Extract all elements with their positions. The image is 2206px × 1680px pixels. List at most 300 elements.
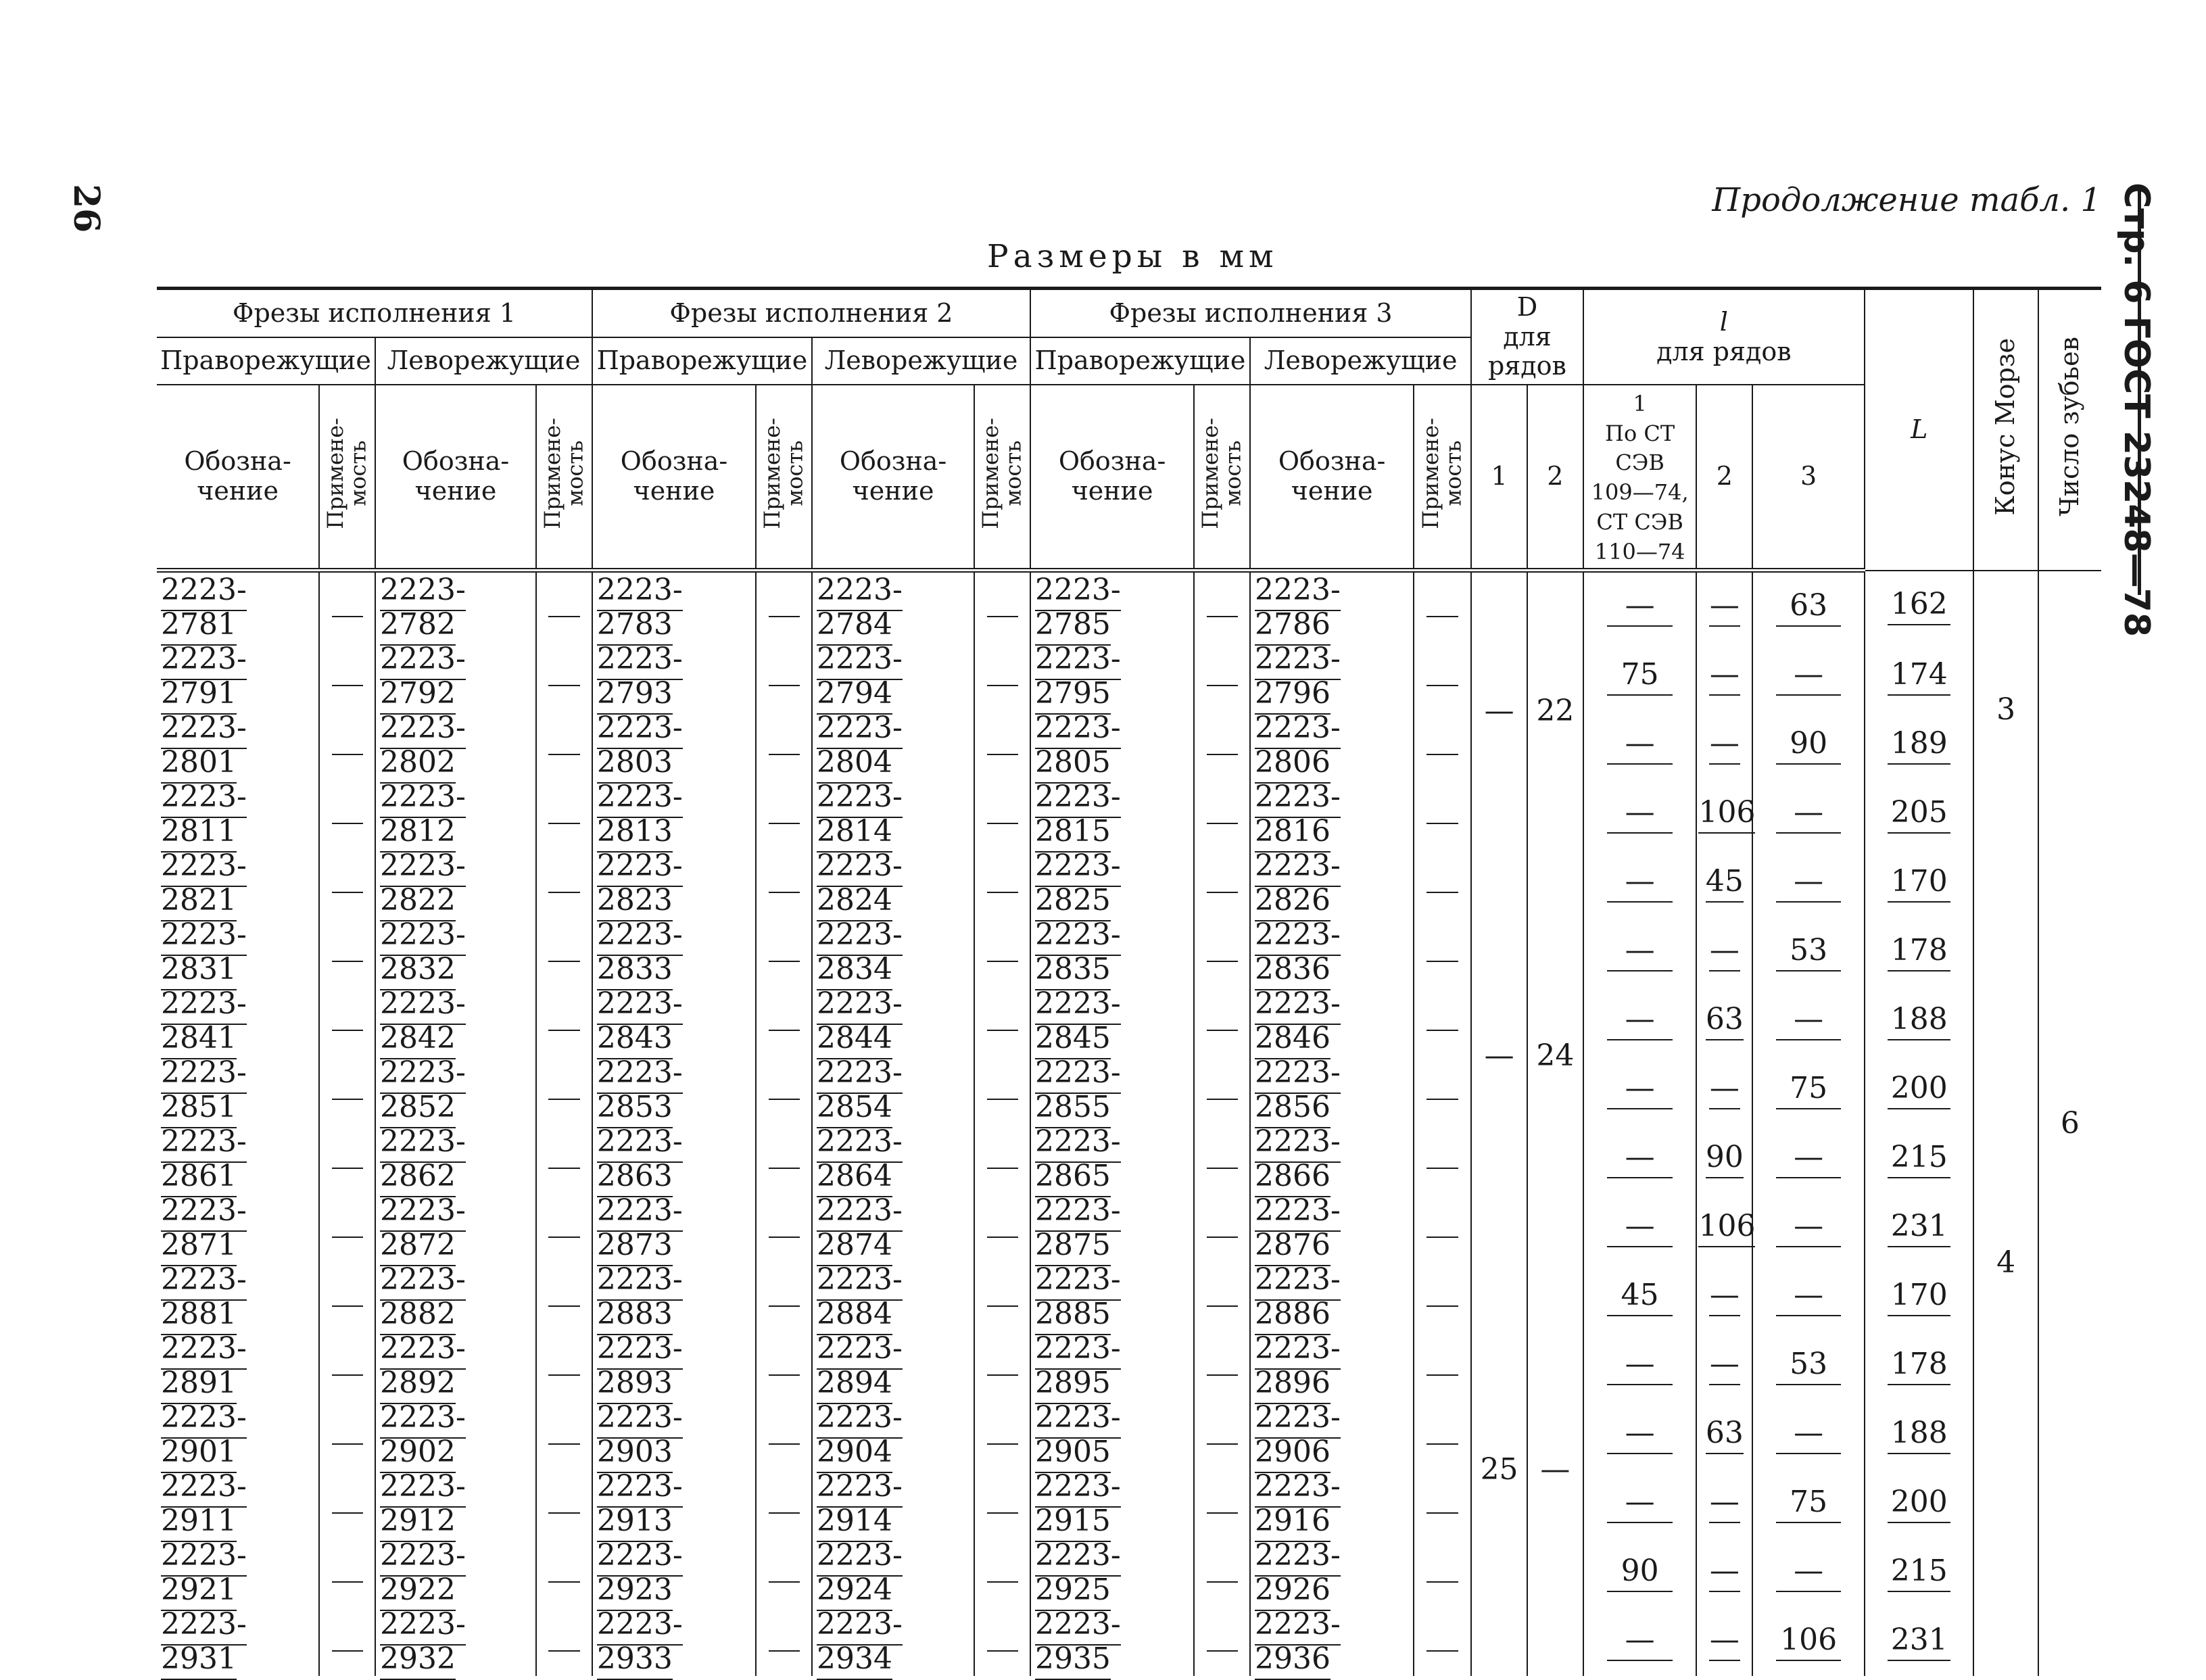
designation-cell — [1030, 986, 1194, 1055]
designation-value: 2223-2856 — [1255, 1055, 1341, 1128]
designation-cell — [157, 848, 319, 917]
designation-cell — [1250, 1607, 1414, 1676]
applicability-cell — [1194, 986, 1250, 1055]
applicability-underline — [769, 1372, 800, 1376]
designation-cell — [1030, 711, 1194, 779]
applicability-cell — [536, 711, 592, 779]
designation-value: 2223-2803 — [597, 711, 683, 784]
diameter-row-2-cell: 24 — [1527, 848, 1583, 1262]
applicability-underline — [1207, 1579, 1238, 1583]
working-length-l1-cell — [1583, 1124, 1697, 1193]
length-value: 231 — [1888, 1623, 1950, 1661]
applicability-underline — [987, 751, 1018, 755]
applicability-cell — [974, 779, 1030, 848]
working-length-l2-cell — [1696, 711, 1752, 779]
designation-cell — [592, 1055, 756, 1124]
length-value: 162 — [1888, 587, 1950, 625]
working-length-l1-cell — [1583, 779, 1697, 848]
applicability-cell — [1194, 571, 1250, 642]
continuation-title: Продолжение табл. 1 — [1712, 181, 2101, 219]
applicability-cell — [1194, 917, 1250, 986]
designation-cell — [375, 1400, 536, 1469]
header-length — [1865, 289, 1974, 571]
applicability-cell — [756, 1331, 812, 1400]
diameter-row-1-cell: — — [1471, 571, 1527, 849]
working-length-value: — — [1776, 795, 1841, 834]
working-length-value: — — [1607, 726, 1673, 765]
working-length-l2-cell — [1696, 1124, 1752, 1193]
length-value: 170 — [1888, 1278, 1950, 1316]
designation-value: 2223-2865 — [1035, 1124, 1121, 1197]
working-length-l2-cell — [1696, 917, 1752, 986]
applicability-underline — [1207, 889, 1238, 893]
length-value: 231 — [1888, 1209, 1950, 1247]
working-length-value: — — [1607, 1347, 1673, 1385]
applicability-underline — [769, 613, 800, 617]
working-length-value: — — [1776, 657, 1841, 696]
applicability-cell — [974, 1607, 1030, 1676]
applicability-cell — [756, 779, 812, 848]
applicability-underline — [1426, 1441, 1458, 1445]
designation-value: 2223-2935 — [1035, 1607, 1121, 1680]
applicability-underline — [769, 820, 800, 824]
designation-cell — [375, 571, 536, 642]
length-value: 188 — [1888, 1002, 1950, 1040]
designation-value: 2223-2851 — [161, 1055, 247, 1128]
applicability-cell — [536, 1331, 592, 1400]
working-length-l3-cell — [1752, 1400, 1865, 1469]
designation-cell — [592, 642, 756, 711]
applicability-cell — [1414, 917, 1471, 986]
applicability-underline — [332, 1648, 363, 1652]
applicability-underline — [769, 1096, 800, 1100]
header-l-row-1 — [1583, 385, 1697, 571]
header-designation-text: Обозна- чение — [184, 446, 291, 506]
applicability-cell — [756, 917, 812, 986]
designation-value: 2223-2784 — [817, 573, 903, 646]
header-right-cutting-3: Праворежущие — [1030, 337, 1250, 385]
header-applicability — [1414, 385, 1471, 571]
morse-cone-cell: 3 — [1973, 571, 2038, 849]
cutters-table — [157, 287, 2101, 1676]
applicability-cell — [756, 1469, 812, 1538]
working-length-value: — — [1607, 1002, 1673, 1040]
working-length-value: — — [1607, 588, 1673, 627]
designation-value: 2223-2873 — [597, 1193, 683, 1266]
designation-value: 2223-2822 — [380, 848, 466, 921]
applicability-underline — [332, 613, 363, 617]
designation-cell — [812, 1262, 974, 1331]
designation-value: 2223-2861 — [161, 1124, 247, 1197]
header-morse-cone — [1973, 289, 2038, 571]
designation-cell — [1030, 1607, 1194, 1676]
applicability-cell — [1414, 779, 1471, 848]
designation-value: 2223-2915 — [1035, 1469, 1121, 1542]
working-length-value: 63 — [1706, 1002, 1744, 1040]
applicability-underline — [1207, 1027, 1238, 1031]
working-length-value: 63 — [1776, 588, 1841, 627]
working-length-value: — — [1607, 1485, 1673, 1523]
designation-value: 2223-2783 — [597, 573, 683, 646]
applicability-underline — [1426, 751, 1458, 755]
table-row — [157, 1262, 2101, 1331]
working-length-l1-cell — [1583, 711, 1697, 779]
applicability-cell — [974, 848, 1030, 917]
applicability-underline — [332, 820, 363, 824]
working-length-value: 106 — [1776, 1623, 1841, 1661]
designation-cell — [592, 1193, 756, 1262]
applicability-cell — [756, 711, 812, 779]
applicability-underline — [769, 1579, 800, 1583]
applicability-cell — [756, 571, 812, 642]
applicability-cell — [756, 1400, 812, 1469]
designation-cell — [1030, 779, 1194, 848]
header-applicability-text: Примене- мость — [539, 417, 588, 529]
designation-value: 2223-2886 — [1255, 1262, 1341, 1335]
working-length-value: 75 — [1607, 657, 1673, 696]
applicability-underline — [1207, 1510, 1238, 1514]
designation-cell — [375, 848, 536, 917]
applicability-underline — [332, 958, 363, 962]
designation-value: 2223-2921 — [161, 1538, 247, 1611]
applicability-cell — [1414, 1469, 1471, 1538]
applicability-cell — [974, 1400, 1030, 1469]
designation-cell — [1030, 1124, 1194, 1193]
designation-value: 2223-2814 — [817, 779, 903, 853]
designation-cell — [157, 1193, 319, 1262]
working-length-value: 90 — [1706, 1140, 1744, 1178]
designation-cell — [592, 571, 756, 642]
designation-cell — [592, 848, 756, 917]
working-length-l3-cell — [1752, 1193, 1865, 1262]
working-length-value: — — [1607, 864, 1673, 903]
applicability-underline — [332, 1510, 363, 1514]
designation-value: 2223-2923 — [597, 1538, 683, 1611]
working-length-l2-cell — [1696, 848, 1752, 917]
header-applicability-text: Примене- мость — [1197, 417, 1246, 529]
applicability-cell — [1414, 848, 1471, 917]
designation-cell — [592, 1538, 756, 1607]
designation-value: 2223-2813 — [597, 779, 683, 853]
header-group-1: Фрезы исполнения 1 — [157, 289, 592, 337]
designation-cell — [592, 1607, 756, 1676]
applicability-underline — [548, 1234, 579, 1238]
designation-cell — [375, 1538, 536, 1607]
length-cell — [1865, 917, 1974, 986]
table-row — [157, 848, 2101, 917]
designation-cell — [157, 1124, 319, 1193]
working-length-l1-cell — [1583, 1262, 1697, 1331]
working-length-value: — — [1709, 1485, 1740, 1523]
applicability-cell — [756, 1124, 812, 1193]
designation-cell — [1250, 571, 1414, 642]
applicability-cell — [1194, 1331, 1250, 1400]
applicability-underline — [332, 1372, 363, 1376]
applicability-underline — [987, 1579, 1018, 1583]
designation-value: 2223-2834 — [817, 917, 903, 990]
header-l-row-1-text: 1 По СТ СЭВ 109—74, СТ СЭВ 110—74 — [1591, 391, 1689, 565]
applicability-underline — [548, 682, 579, 686]
header-designation — [592, 385, 756, 571]
length-value: 170 — [1888, 864, 1950, 903]
working-length-value: — — [1776, 1209, 1841, 1247]
applicability-underline — [548, 958, 579, 962]
length-value: 205 — [1888, 795, 1950, 834]
applicability-cell — [319, 1262, 375, 1331]
working-length-value: — — [1709, 726, 1740, 765]
working-length-l3-cell — [1752, 571, 1865, 642]
working-length-value: 106 — [1698, 795, 1755, 834]
designation-value: 2223-2824 — [817, 848, 903, 921]
header-l-rows — [1583, 289, 1865, 385]
applicability-cell — [1414, 1055, 1471, 1124]
designation-value: 2223-2905 — [1035, 1400, 1121, 1473]
working-length-l3-cell — [1752, 986, 1865, 1055]
applicability-cell — [536, 779, 592, 848]
header-left-cutting-2: Леворежущие — [812, 337, 1030, 385]
designation-cell — [592, 1331, 756, 1400]
applicability-underline — [1426, 613, 1458, 617]
applicability-cell — [1414, 642, 1471, 711]
header-group-3: Фрезы исполнения 3 — [1030, 289, 1471, 337]
designation-cell — [812, 1193, 974, 1262]
designation-value: 2223-2781 — [161, 573, 247, 646]
applicability-underline — [769, 751, 800, 755]
length-cell — [1865, 1124, 1974, 1193]
designation-value: 2223-2842 — [380, 986, 466, 1059]
header-applicability-text: Примене- мость — [759, 417, 808, 529]
table-row — [157, 571, 2101, 642]
applicability-cell — [1414, 711, 1471, 779]
designation-value: 2223-2845 — [1035, 986, 1121, 1059]
applicability-underline — [1207, 1165, 1238, 1169]
applicability-underline — [987, 613, 1018, 617]
designation-cell — [592, 986, 756, 1055]
applicability-underline — [332, 889, 363, 893]
table-body — [157, 571, 2101, 1677]
applicability-underline — [769, 1303, 800, 1307]
applicability-cell — [974, 1331, 1030, 1400]
designation-value: 2223-2871 — [161, 1193, 247, 1266]
designation-value: 2223-2885 — [1035, 1262, 1121, 1335]
length-cell — [1865, 1262, 1974, 1331]
length-value: 200 — [1888, 1071, 1950, 1109]
working-length-value: — — [1709, 1554, 1740, 1592]
designation-cell — [812, 1400, 974, 1469]
designation-cell — [1250, 1469, 1414, 1538]
table-row — [157, 1400, 2101, 1469]
header-right-cutting-1: Праворежущие — [157, 337, 375, 385]
applicability-cell — [319, 1124, 375, 1193]
designation-cell — [157, 711, 319, 779]
applicability-underline — [332, 1303, 363, 1307]
working-length-l2-cell — [1696, 1538, 1752, 1607]
diameter-row-2-cell: — — [1527, 1262, 1583, 1676]
applicability-underline — [769, 1648, 800, 1652]
designation-value: 2223-2891 — [161, 1331, 247, 1404]
designation-value: 2223-2844 — [817, 986, 903, 1059]
working-length-l2-cell — [1696, 1469, 1752, 1538]
designation-cell — [157, 571, 319, 642]
applicability-cell — [536, 1124, 592, 1193]
applicability-cell — [536, 986, 592, 1055]
designation-value: 2223-2791 — [161, 642, 247, 715]
designation-cell — [1250, 1055, 1414, 1124]
designation-value: 2223-2875 — [1035, 1193, 1121, 1266]
designation-cell — [157, 1607, 319, 1676]
applicability-cell — [319, 1469, 375, 1538]
designation-value: 2223-2894 — [817, 1331, 903, 1404]
applicability-underline — [548, 613, 579, 617]
working-length-l3-cell — [1752, 848, 1865, 917]
designation-cell — [375, 917, 536, 986]
applicability-cell — [1414, 1331, 1471, 1400]
designation-value: 2223-2805 — [1035, 711, 1121, 784]
designation-cell — [1030, 571, 1194, 642]
applicability-underline — [548, 1027, 579, 1031]
length-value: 200 — [1888, 1485, 1950, 1523]
designation-value: 2223-2833 — [597, 917, 683, 990]
applicability-underline — [1207, 958, 1238, 962]
applicability-underline — [1426, 682, 1458, 686]
working-length-value: 45 — [1706, 864, 1744, 903]
applicability-underline — [1207, 751, 1238, 755]
length-cell — [1865, 848, 1974, 917]
applicability-underline — [987, 958, 1018, 962]
working-length-value: 63 — [1706, 1416, 1744, 1454]
designation-value: 2223-2881 — [161, 1262, 247, 1335]
designation-cell — [157, 779, 319, 848]
designation-cell — [157, 917, 319, 986]
designation-value: 2223-2914 — [817, 1469, 903, 1542]
applicability-cell — [1194, 1400, 1250, 1469]
header-designation-text: Обозна- чение — [1058, 446, 1166, 506]
header-d-row-2: 2 — [1527, 385, 1583, 571]
designation-cell — [812, 642, 974, 711]
working-length-value: — — [1709, 1278, 1740, 1316]
designation-value: 2223-2853 — [597, 1055, 683, 1128]
applicability-underline — [769, 1510, 800, 1514]
designation-value: 2223-2835 — [1035, 917, 1121, 990]
applicability-underline — [548, 1648, 579, 1652]
header-designation — [157, 385, 319, 571]
applicability-cell — [1414, 1607, 1471, 1676]
designation-cell — [812, 986, 974, 1055]
working-length-value: — — [1607, 1416, 1673, 1454]
header-designation — [1250, 385, 1414, 571]
applicability-cell — [756, 1055, 812, 1124]
designation-cell — [812, 1055, 974, 1124]
designation-cell — [812, 917, 974, 986]
working-length-l2-cell — [1696, 571, 1752, 642]
designation-value: 2223-2841 — [161, 986, 247, 1059]
designation-value: 2223-2932 — [380, 1607, 466, 1680]
header-left-cutting-3: Леворежущие — [1250, 337, 1471, 385]
working-length-l1-cell — [1583, 571, 1697, 642]
designation-cell — [375, 1055, 536, 1124]
applicability-underline — [1207, 1441, 1238, 1445]
working-length-l3-cell — [1752, 1055, 1865, 1124]
working-length-value: — — [1776, 1554, 1841, 1592]
designation-value: 2223-2786 — [1255, 573, 1341, 646]
designation-value: 2223-2901 — [161, 1400, 247, 1473]
designation-value: 2223-2811 — [161, 779, 247, 853]
designation-value: 2223-2794 — [817, 642, 903, 715]
designation-cell — [1030, 1055, 1194, 1124]
applicability-cell — [756, 642, 812, 711]
applicability-underline — [987, 820, 1018, 824]
designation-value: 2223-2904 — [817, 1400, 903, 1473]
designation-cell — [375, 1331, 536, 1400]
designation-cell — [157, 1469, 319, 1538]
working-length-value: — — [1607, 933, 1673, 971]
designation-cell — [1250, 711, 1414, 779]
designation-value: 2223-2863 — [597, 1124, 683, 1197]
applicability-cell — [1194, 711, 1250, 779]
designation-value: 2223-2836 — [1255, 917, 1341, 990]
applicability-underline — [987, 1165, 1018, 1169]
designation-cell — [592, 779, 756, 848]
designation-value: 2223-2874 — [817, 1193, 903, 1266]
applicability-underline — [1207, 1234, 1238, 1238]
header-l-row-2: 2 — [1696, 385, 1752, 571]
applicability-cell — [319, 779, 375, 848]
designation-value: 2223-2785 — [1035, 573, 1121, 646]
applicability-underline — [769, 1234, 800, 1238]
applicability-cell — [974, 711, 1030, 779]
header-length-text: L — [1911, 414, 1928, 444]
designation-cell — [592, 1124, 756, 1193]
designation-value: 2223-2821 — [161, 848, 247, 921]
working-length-l2-cell — [1696, 1262, 1752, 1331]
applicability-underline — [1426, 1303, 1458, 1307]
applicability-underline — [1426, 1372, 1458, 1376]
working-length-l2-cell — [1696, 779, 1756, 848]
designation-cell — [1250, 1400, 1414, 1469]
working-length-l1-cell — [1583, 1331, 1697, 1400]
designation-cell — [375, 642, 536, 711]
applicability-cell — [974, 1124, 1030, 1193]
header-teeth-count — [2038, 289, 2101, 571]
applicability-underline — [1426, 1027, 1458, 1031]
designation-cell — [812, 1538, 974, 1607]
header-applicability — [974, 385, 1030, 571]
header-applicability-text: Примене- мость — [977, 417, 1026, 529]
designation-cell — [812, 779, 974, 848]
designation-cell — [1250, 917, 1414, 986]
applicability-cell — [536, 848, 592, 917]
working-length-value: 45 — [1607, 1278, 1673, 1316]
applicability-cell — [1194, 1607, 1250, 1676]
header-morse-cone-text: Конус Морзе — [1990, 337, 2021, 516]
working-length-l3-cell — [1752, 917, 1865, 986]
designation-cell — [592, 1400, 756, 1469]
designation-cell — [375, 1607, 536, 1676]
applicability-cell — [319, 1400, 375, 1469]
applicability-cell — [756, 1193, 812, 1262]
working-length-l3-cell — [1752, 1538, 1865, 1607]
applicability-cell — [756, 1607, 812, 1676]
applicability-underline — [548, 1510, 579, 1514]
applicability-cell — [1414, 1193, 1471, 1262]
applicability-cell — [756, 1538, 812, 1607]
applicability-cell — [756, 1262, 812, 1331]
working-length-l3-cell — [1752, 1331, 1865, 1400]
applicability-underline — [548, 1441, 579, 1445]
working-length-l3-cell — [1752, 1469, 1865, 1538]
length-cell — [1865, 1055, 1974, 1124]
header-l-rows-text: для рядов — [1656, 336, 1792, 366]
